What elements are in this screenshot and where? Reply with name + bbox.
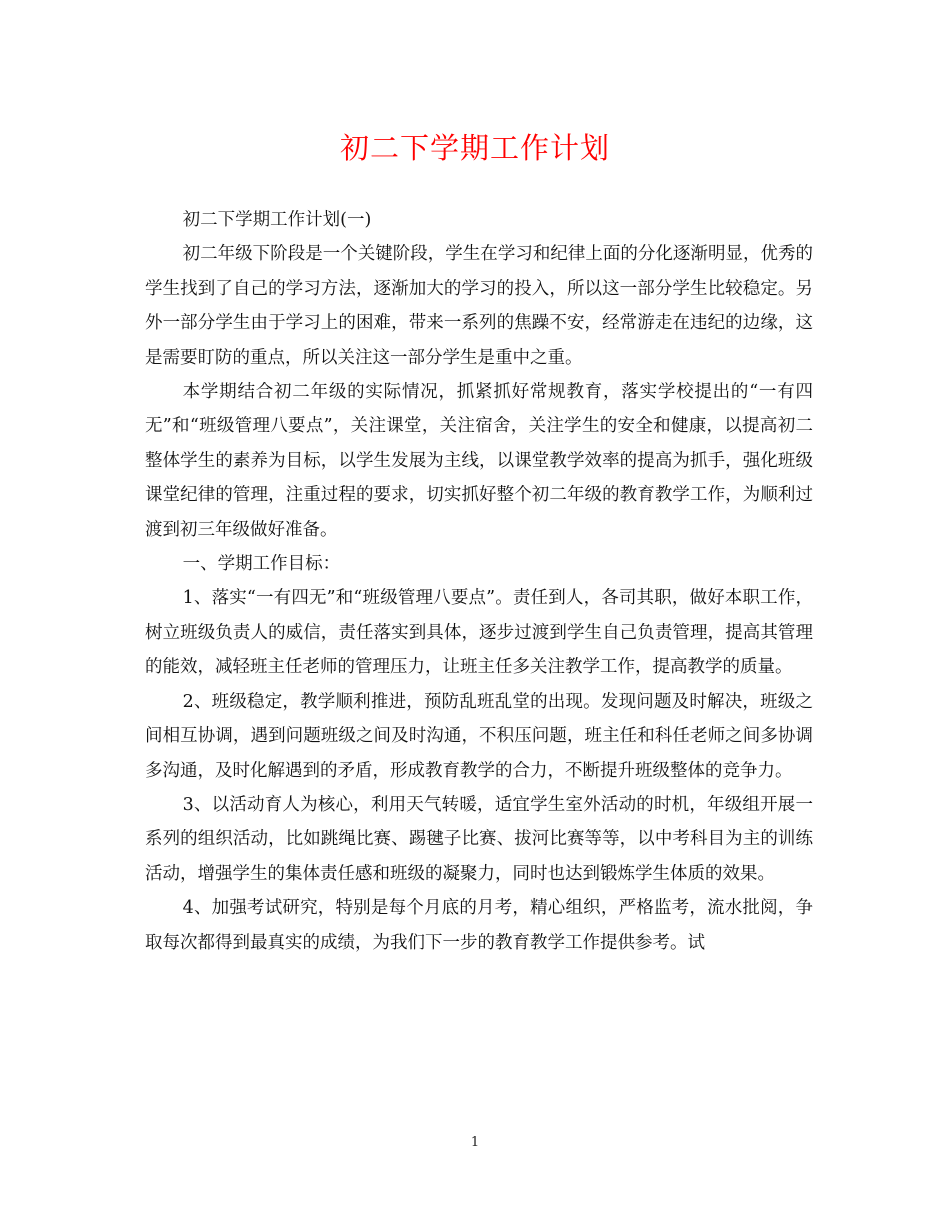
paragraph-goal-3: 3、以活动育人为核心，利用天气转暖，适宜学生室外活动的时机，年级组开展一系列的组织活动，比如跳绳比赛、踢毽子比赛、拔河比赛等等，以中考科目为主的训练活动，增强学生的集体责任感和班级的凝聚力，同时也达到锻炼学生体质的效果。: [145, 794, 813, 884]
paragraph-overview: 本学期结合初二年级的实际情况，抓紧抓好常规教育，落实学校提出的“一有四无”和“班级管理八要点”，关注课堂，关注宿舍，关注学生的安全和健康，以提高初二整体学生的素养为目标，以学生发展为主线，以课堂教学效率的提高为抓手，强化班级课堂纪律的管理，注重过程的要求，切实抓好整个初二年级的教育教学工作，为顺利过渡到初三年级做好准备。: [145, 382, 813, 540]
document-body: [145, 203, 813, 960]
page-number: 1: [470, 1135, 480, 1150]
paragraph-intro: 初二年级下阶段是一个关键阶段，学生在学习和纪律上面的分化逐渐明显，优秀的学生找到了自己的学习方法，逐渐加大的学习的投入，所以这一部分学生比较稳定。另外一部分学生由于学习上的困难，带来一系列的焦躁不安，经常游走在违纪的边缘，这是需要盯防的重点，所以关注这一部分学生是重中之重。: [145, 244, 813, 368]
paragraph-subtitle: 初二下学期工作计划(一): [182, 210, 372, 230]
paragraph-goal-2: 2、班级稳定，教学顺利推进，预防乱班乱堂的出现。发现问题及时解决，班级之间相互协调，遇到问题班级之间及时沟通，不积压问题，班主任和科任老师之间多协调多沟通，及时化解遇到的矛盾，形成教育教学的合力，不断提升班级整体的竞争力。: [145, 691, 813, 781]
document-title: 初二下学期工作计划: [339, 131, 610, 165]
paragraph-goal-1: 1、落实“一有四无”和“班级管理八要点”。责任到人，各司其职，做好本职工作，树立班级负责人的威信，责任落实到具体，逐步过渡到学生自己负责管理，提高其管理的能效，减轻班主任老师的管理压力，让班主任多关注教学工作，提高教学的质量。: [145, 588, 813, 678]
paragraph-goal-4: 4、加强考试研究，特别是每个月底的月考，精心组织，严格监考，流水批阅，争取每次都得到最真实的成绩，为我们下一步的教育教学工作提供参考。试: [145, 898, 813, 953]
section-heading-goals: 一、学期工作目标：: [182, 554, 341, 575]
